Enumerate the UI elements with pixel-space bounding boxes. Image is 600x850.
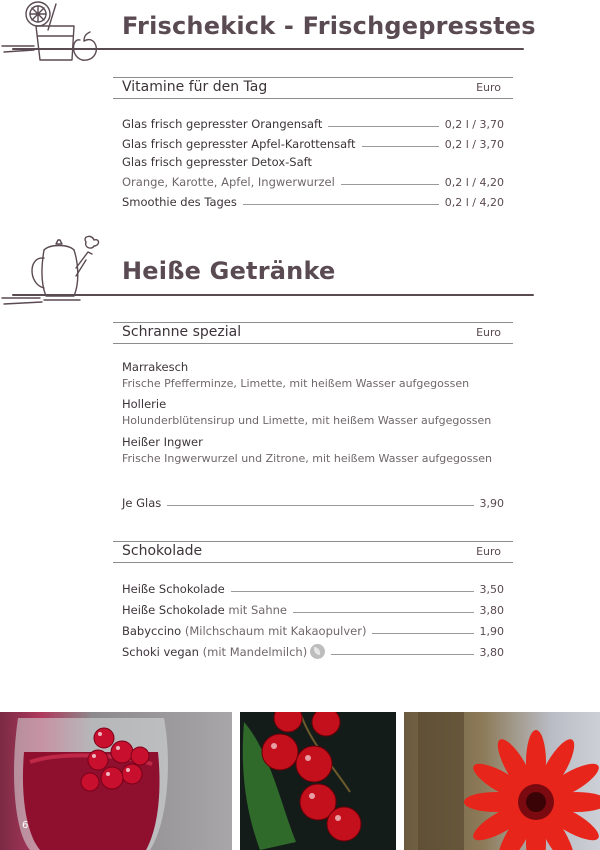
photo-currant-drink — [0, 712, 232, 850]
item-price: 3,80 — [479, 604, 504, 617]
item-name: Smoothie des Tages — [122, 195, 237, 209]
page-number: 6 — [22, 820, 29, 831]
menu-item-glass-price — [122, 494, 504, 510]
box-title: Schokolade — [122, 543, 203, 559]
box-header-special — [113, 322, 513, 344]
item-price: 3,90 — [479, 497, 504, 510]
item-name: Glas frisch gepresster Detox-Saft — [122, 155, 312, 169]
section-heading-fresh: Frischekick - Frischgepresstes — [122, 12, 536, 40]
leader-line — [341, 183, 439, 185]
item-name: Heiße Schokolade — [122, 582, 225, 596]
heading-underline-fresh — [12, 48, 524, 50]
item-name: Schoki vegan (mit Mandelmilch) — [122, 644, 325, 659]
leader-line — [167, 504, 473, 506]
item-name: Babyccino (Milchschaum mit Kakaopulver) — [122, 624, 367, 638]
section-heading-hot: Heiße Getränke — [122, 257, 336, 285]
item-name: Glas frisch gepresster Orangensaft — [122, 117, 323, 131]
item-name: Heiße Schokolade mit Sahne — [122, 603, 287, 617]
menu-item — [122, 173, 504, 189]
item-name: Marrakesch — [122, 360, 189, 374]
item-price: 1,90 — [479, 625, 504, 638]
juice-glass-icon — [0, 0, 110, 62]
currency-label: Euro — [476, 81, 501, 94]
menu-item — [122, 193, 504, 209]
box-header-chocolate — [113, 541, 513, 563]
menu-item — [122, 643, 504, 659]
item-description: Frische Ingwerwurzel und Zitrone, mit heißem Wasser aufgegossen — [122, 452, 492, 465]
item-name: Glas frisch gepresster Apfel-Karottensaft — [122, 137, 356, 151]
leader-line — [293, 611, 474, 613]
item-price: 0,2 l / 3,70 — [444, 118, 504, 131]
menu-item — [122, 115, 504, 131]
item-price: 0,2 l / 4,20 — [444, 176, 504, 189]
vegan-leaf-icon — [310, 644, 325, 659]
leader-line — [331, 653, 473, 655]
leader-line — [231, 590, 474, 592]
item-price: 3,50 — [479, 583, 504, 596]
leader-line — [243, 203, 439, 205]
menu-item — [122, 622, 504, 638]
item-name: Heißer Ingwer — [122, 435, 203, 449]
photo-red-gerbera — [404, 712, 600, 850]
heading-underline-hot — [12, 294, 534, 296]
item-description: Orange, Karotte, Apfel, Ingwerwurzel — [122, 175, 335, 189]
teapot-icon — [0, 232, 110, 312]
item-price: 3,80 — [479, 646, 504, 659]
menu-item — [122, 135, 504, 151]
item-price: 0,2 l / 4,20 — [444, 196, 504, 209]
item-description: Holunderblütensirup und Limette, mit heißem Wasser aufgegossen — [122, 414, 492, 427]
currency-label: Euro — [476, 326, 501, 339]
item-name: Hollerie — [122, 397, 167, 411]
currency-label: Euro — [476, 545, 501, 558]
box-header-vitamins — [113, 77, 513, 99]
menu-item — [122, 601, 504, 617]
box-title: Schranne spezial — [122, 324, 242, 340]
menu-item — [122, 580, 504, 596]
item-name: Je Glas — [122, 496, 162, 510]
leader-line — [362, 145, 439, 147]
leader-line — [372, 632, 473, 634]
photo-redcurrants — [240, 712, 396, 850]
box-title: Vitamine für den Tag — [122, 79, 268, 95]
leader-line — [328, 125, 438, 127]
item-price: 0,2 l / 3,70 — [444, 138, 504, 151]
item-description: Frische Pfefferminze, Limette, mit heißem Wasser aufgegossen — [122, 377, 470, 390]
